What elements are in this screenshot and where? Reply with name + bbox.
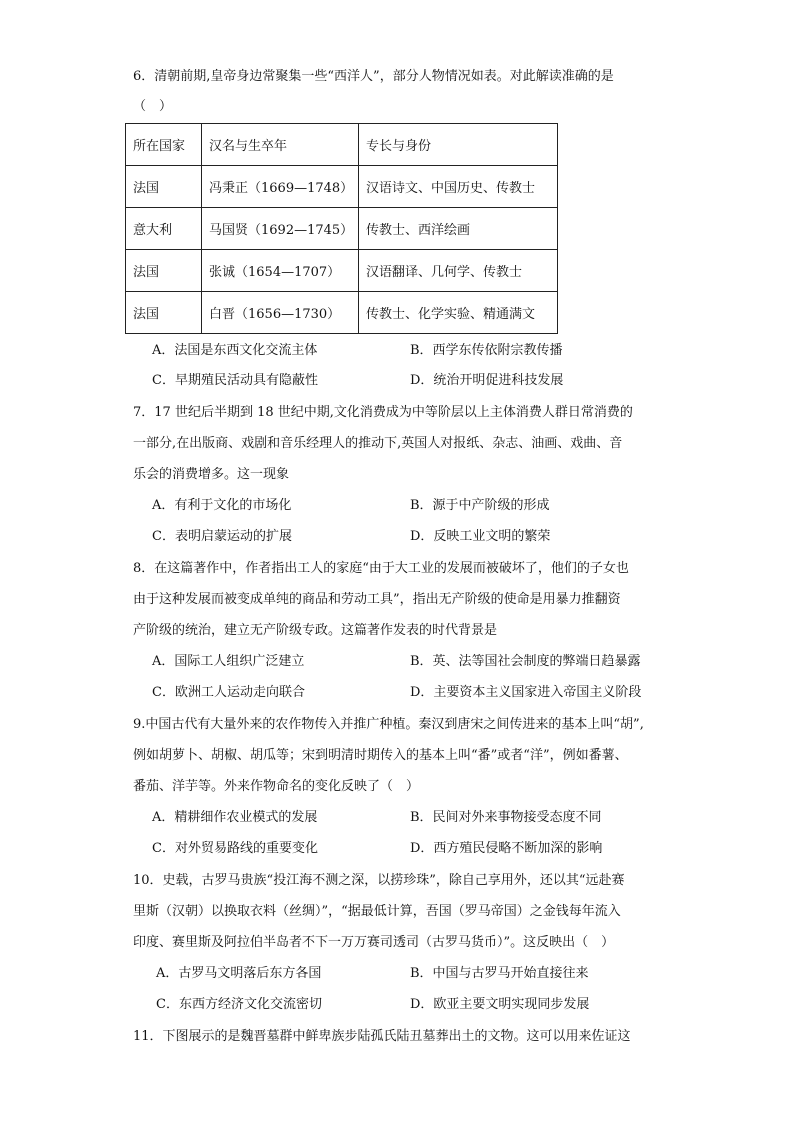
q8-option-a: A．国际工人组织广泛建立 bbox=[152, 654, 305, 669]
q11-line: 11．下图展示的是魏晋墓群中鲜卑族步陆孤氏陆丑墓葬出土的文物。这可以用来佐证这 bbox=[133, 1029, 631, 1044]
table-cell: 传教士、化学实验、精通满文 bbox=[359, 292, 558, 334]
q8-option-d: D．主要资本主义国家进入帝国主义阶段 bbox=[410, 685, 642, 700]
q7-line: 乐会的消费增多。这一现象 bbox=[133, 467, 290, 482]
q10-option-a: A．古罗马文明落后东方各国 bbox=[156, 966, 322, 981]
table-row bbox=[126, 166, 558, 208]
q9-line: 9.中国古代有大量外来的农作物传入并推广种植。秦汉到唐宋之间传进来的基本上叫“胡”, bbox=[133, 717, 644, 732]
q9-option-c: C．对外贸易路线的重要变化 bbox=[152, 841, 318, 856]
table-cell: 法国 bbox=[126, 250, 202, 292]
q9-line: 番茄、洋芋等。外来作物命名的变化反映了（ ） bbox=[133, 779, 420, 794]
q6-option-c: C．早期殖民活动具有隐蔽性 bbox=[152, 373, 318, 388]
q8-line: 由于这种发展而被变成单纯的商品和劳动工具”，指出无产阶级的使命是用暴力推翻资 bbox=[133, 592, 621, 607]
q10-option-b: B．中国与古罗马开始直接往来 bbox=[410, 966, 589, 981]
q9-line: 例如胡萝卜、胡椒、胡瓜等；宋到明清时期传入的基本上叫“番”或者“洋”，例如番薯、 bbox=[133, 748, 628, 763]
q6-table bbox=[125, 123, 558, 334]
table-cell: 传教士、西洋绘画 bbox=[359, 208, 558, 250]
q10-option-d: D．欧亚主要文明实现同步发展 bbox=[410, 997, 590, 1012]
q7-line: 7．17 世纪后半期到 18 世纪中期,文化消费成为中等阶层以上主体消费人群日常消费的 bbox=[133, 405, 633, 420]
table-cell: 汉语诗文、中国历史、传教士 bbox=[359, 166, 558, 208]
q9-option-a: A．精耕细作农业模式的发展 bbox=[152, 810, 318, 825]
table-header-cell: 所在国家 bbox=[126, 124, 202, 166]
table-cell: 马国贤（1692—1745） bbox=[202, 208, 359, 250]
q8-line: 产阶级的统治，建立无产阶级专政。这篇著作发表的时代背景是 bbox=[133, 623, 498, 638]
q9-option-d: D．西方殖民侵略不断加深的影响 bbox=[410, 841, 603, 856]
q7-option-d: D．反映工业文明的繁荣 bbox=[410, 529, 551, 544]
table-cell: 冯秉正（1669—1748） bbox=[202, 166, 359, 208]
table-row bbox=[126, 292, 558, 334]
q8-line: 8．在这篇著作中，作者指出工人的家庭“由于大工业的发展而被破坏了，他们的子女也 bbox=[133, 561, 629, 576]
table-header-row bbox=[126, 124, 558, 166]
q6-stem: 6．清朝前期,皇帝身边常聚集一些“西洋人”，部分人物情况如表。对此解读准确的是 bbox=[133, 69, 614, 84]
q6-option-a: A．法国是东西文化交流主体 bbox=[152, 343, 318, 358]
table-cell: 法国 bbox=[126, 292, 202, 334]
table-cell: 汉语翻译、几何学、传教士 bbox=[359, 250, 558, 292]
q8-option-c: C．欧洲工人运动走向联合 bbox=[152, 685, 305, 700]
table-cell: 白晋（1656—1730） bbox=[202, 292, 359, 334]
table-header-cell: 汉名与生卒年 bbox=[202, 124, 359, 166]
q7-option-c: C．表明启蒙运动的扩展 bbox=[152, 529, 292, 544]
table-header-cell: 专长与身份 bbox=[359, 124, 558, 166]
q7-line: 一部分,在出版商、戏剧和音乐经理人的推动下,英国人对报纸、杂志、油画、戏曲、音 bbox=[133, 436, 623, 451]
q8-option-b: B．英、法等国社会制度的弊端日趋暴露 bbox=[410, 654, 641, 669]
table-cell: 法国 bbox=[126, 166, 202, 208]
q10-line: 印度、赛里斯及阿拉伯半岛者不下一万万赛司透司（古罗马货币）”。这反映出（ ） bbox=[133, 935, 615, 950]
table-cell: 意大利 bbox=[126, 208, 202, 250]
q9-option-b: B．民间对外来事物接受态度不同 bbox=[410, 810, 602, 825]
q10-line: 里斯（汉朝）以换取衣料（丝绸）”，“据最低计算，吾国（罗马帝国）之金钱每年流入 bbox=[133, 904, 621, 919]
table-row bbox=[126, 250, 558, 292]
table-cell: 张诚（1654—1707） bbox=[202, 250, 359, 292]
q7-option-a: A．有利于文化的市场化 bbox=[152, 498, 292, 513]
q10-option-c: C．东西方经济文化交流密切 bbox=[156, 997, 322, 1012]
table-row bbox=[126, 208, 558, 250]
q7-option-b: B．源于中产阶级的形成 bbox=[410, 498, 550, 513]
q6-option-b: B．西学东传依附宗教传播 bbox=[410, 343, 563, 358]
q10-line: 10．史载，古罗马贵族“投江海不测之深，以捞珍珠”，除自己享用外，还以其“远赴赛 bbox=[133, 873, 625, 888]
q6-option-d: D．统治开明促进科技发展 bbox=[410, 373, 564, 388]
q6-answer-blank: （ ） bbox=[133, 99, 173, 114]
